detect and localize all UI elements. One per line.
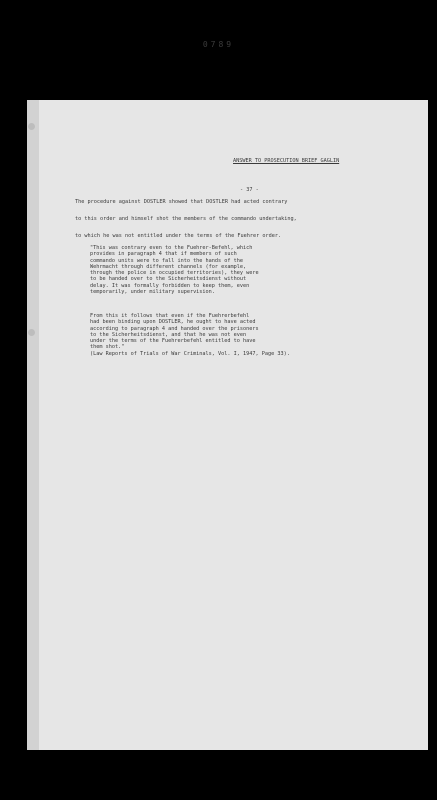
page-edge-shadow <box>27 100 39 750</box>
intro-line: to which he was not entitled under the terms of the Fuehrer order. <box>75 233 282 239</box>
quote-line: commando units were to fall into the hands of the <box>90 257 244 264</box>
quoted-paragraph-2 <box>90 313 290 357</box>
quote-line: delay. It was formally forbidden to keep them, even <box>90 282 250 289</box>
quote-line: them shot." <box>90 344 125 351</box>
intro-line: to this order and himself shot the members of the commando undertaking, <box>75 216 297 222</box>
quoted-paragraph-1 <box>90 245 259 295</box>
quote-line: through the police in occupied territories), they were <box>90 270 259 277</box>
intro-paragraph <box>75 199 297 250</box>
document-page <box>27 100 428 750</box>
quote-line: to the Sicherheitsdienst, and that he was not even <box>90 331 247 338</box>
quote-line: had been binding upon DOSTLER, he ought to have acted <box>90 319 256 326</box>
frame-number: 0789 <box>202 40 235 49</box>
quote-line: according to paragraph 4 and handed over the prisoners <box>90 325 259 332</box>
quote-line: under the terms of the Fuehrerbefehl entitled to have <box>90 338 256 345</box>
citation-line: (Law Reports of Trials of War Criminals, Vol. I, 1947, Page 33). <box>90 350 290 357</box>
quote-line: provides in paragraph 4 that if members of such <box>90 251 237 258</box>
quote-line: temporarily, under military supervision. <box>90 289 215 296</box>
quote-line: "This was contrary even to the Fuehrer-Befehl, which <box>90 245 253 251</box>
intro-line: The procedure against DOSTLER showed that DOSTLER had acted contrary <box>75 199 288 205</box>
page-number: - 37 - <box>240 187 259 193</box>
punch-hole-top <box>28 123 35 130</box>
quote-line: From this it follows that even if the Fuehrerbefehl <box>90 313 250 319</box>
punch-hole-bottom <box>28 329 35 336</box>
quote-line: Wehrmacht through different channels (for example, <box>90 263 247 270</box>
document-heading: ANSWER TO PROSECUTION BRIEF GAGLIN <box>233 158 340 164</box>
quote-line: to be handed over to the Sicherheitsdienst without <box>90 276 247 283</box>
